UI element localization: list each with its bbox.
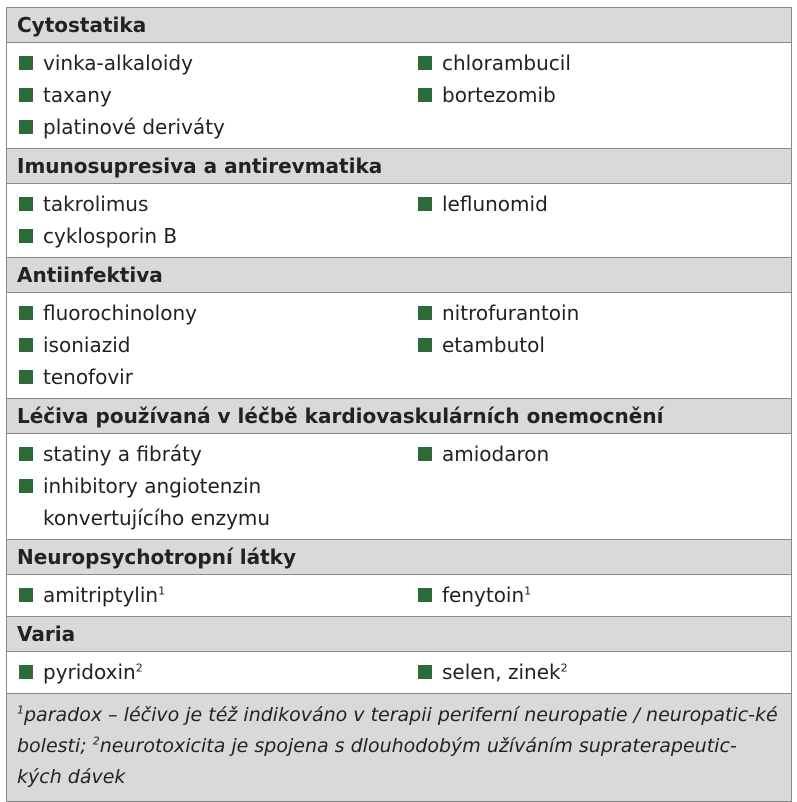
item-label: inhibitory angiotenzin konvertujícího enzymu [43,474,271,530]
section-body [7,575,791,617]
green-square-bullet-icon [418,338,432,352]
item-label: chlorambucil [442,51,571,75]
right-column [407,188,791,252]
green-square-bullet-icon [19,370,33,384]
section-title: Varia [7,617,791,652]
item-label: statiny a fibráty [43,442,202,466]
list-item [418,47,791,79]
list-item [418,297,791,329]
item-text-wrap [43,656,143,688]
footnote-marker-1: 1 [17,703,24,717]
item-label: fenytoin [442,583,525,607]
section-body [7,43,791,149]
footnote [7,694,791,801]
item-label: taxany [43,83,112,107]
section-title: Neuropsychotropní látky [7,540,791,575]
item-text-wrap [43,470,270,534]
item-label: pyridoxin [43,660,136,684]
left-column [7,297,407,393]
drug-table [6,7,792,802]
footnote-reference: 1 [158,584,166,598]
green-square-bullet-icon [19,447,33,461]
green-square-bullet-icon [418,447,432,461]
footnote-reference: 1 [524,584,532,598]
green-square-bullet-icon [19,479,33,493]
list-item [418,188,791,220]
item-text-wrap [442,79,556,111]
footnote-reference: 2 [135,661,143,675]
item-label: platinové deriváty [43,115,225,139]
right-column [407,438,791,534]
item-text-wrap [442,579,531,611]
left-column [7,438,407,534]
green-square-bullet-icon [418,56,432,70]
green-square-bullet-icon [19,56,33,70]
green-square-bullet-icon [418,306,432,320]
item-text-wrap [43,361,133,393]
list-item [19,329,407,361]
section-title: Cytostatika [7,8,791,43]
green-square-bullet-icon [19,197,33,211]
item-label: amiodaron [442,442,550,466]
item-text-wrap [43,329,130,361]
list-item [19,656,407,688]
item-label: tenofovir [43,365,133,389]
item-text-wrap [43,47,193,79]
list-item [19,470,407,534]
list-item [19,47,407,79]
list-item [19,111,407,143]
section-title: Léčiva používaná v léčbě kardiovaskulárních onemocnění [7,399,791,434]
item-text-wrap [43,297,197,329]
list-item [418,438,791,470]
right-column [407,47,791,143]
item-label: isoniazid [43,333,131,357]
list-item [19,220,407,252]
left-column [7,579,407,611]
item-text-wrap [43,579,165,611]
item-label: cyklosporin B [43,224,178,248]
item-label: fluorochinolony [43,301,197,325]
item-label: amitriptylin [43,583,159,607]
green-square-bullet-icon [19,338,33,352]
item-label: nitrofurantoin [442,301,580,325]
list-item [418,656,791,688]
item-text-wrap [442,188,548,220]
green-square-bullet-icon [418,588,432,602]
footnote-reference: 2 [560,661,568,675]
left-column [7,47,407,143]
right-column [407,656,791,688]
green-square-bullet-icon [418,665,432,679]
left-column [7,188,407,252]
list-item [418,329,791,361]
section-title: Imunosupresiva a antirevmatika [7,149,791,184]
right-column [407,579,791,611]
item-label: selen, zinek [442,660,561,684]
list-item [19,438,407,470]
footnote-text-2: neurotoxicita je spojena s dlouhodobým užíváním supraterapeutic-kých dávek [17,735,737,788]
green-square-bullet-icon [19,229,33,243]
section-body [7,434,791,540]
list-item [19,79,407,111]
item-text-wrap [442,656,568,688]
item-text-wrap [43,188,148,220]
green-square-bullet-icon [19,88,33,102]
left-column [7,656,407,688]
section-body [7,652,791,694]
item-label: vinka-alkaloidy [43,51,193,75]
list-item [418,579,791,611]
item-text-wrap [442,47,571,79]
item-text-wrap [442,438,549,470]
table-sections [7,8,791,694]
section-body [7,184,791,258]
green-square-bullet-icon [19,306,33,320]
list-item [418,79,791,111]
section-body [7,293,791,399]
item-text-wrap [43,111,225,143]
footnote-marker-2: 2 [92,734,100,748]
right-column [407,297,791,393]
green-square-bullet-icon [19,120,33,134]
item-label: leflunomid [442,192,548,216]
green-square-bullet-icon [19,665,33,679]
item-text-wrap [43,220,177,252]
green-square-bullet-icon [418,88,432,102]
item-text-wrap [43,79,112,111]
list-item [19,297,407,329]
item-text-wrap [442,297,579,329]
list-item [19,188,407,220]
item-label: takrolimus [43,192,149,216]
list-item [19,361,407,393]
footnote-text-1: paradox – léčivo je též indikováno v terapii periferní neuropatie / neuropatic-ké bolesti; [17,704,778,757]
green-square-bullet-icon [418,197,432,211]
item-text-wrap [442,329,545,361]
item-label: bortezomib [442,83,556,107]
item-label: etambutol [442,333,545,357]
item-text-wrap [43,438,202,470]
section-title: Antiinfektiva [7,258,791,293]
list-item [19,579,407,611]
green-square-bullet-icon [19,588,33,602]
